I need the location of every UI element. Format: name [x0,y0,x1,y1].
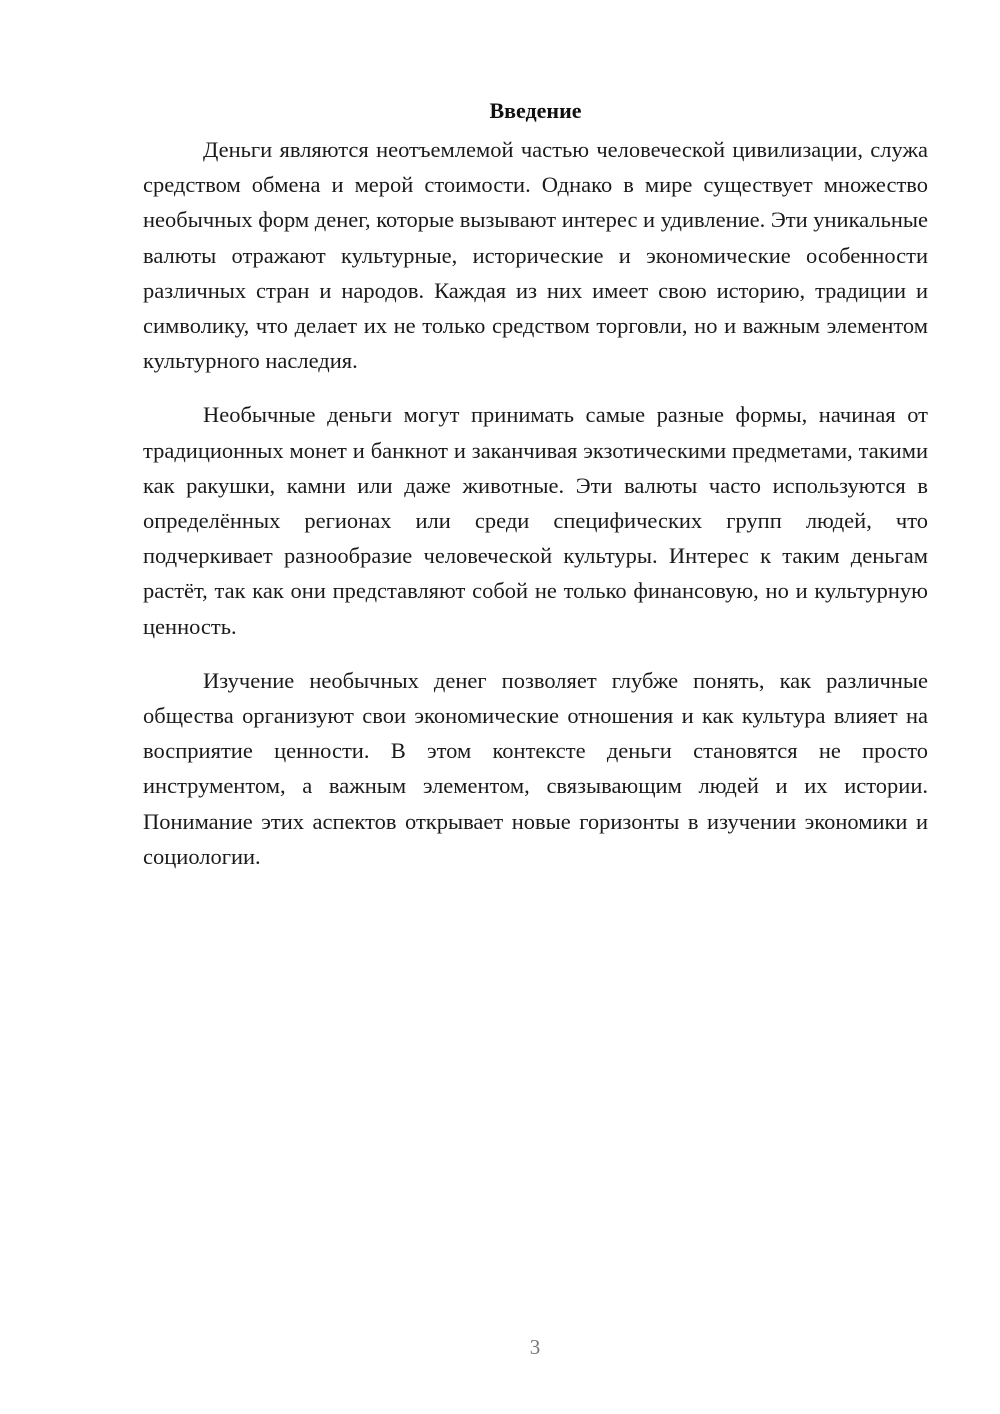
paragraph-2: Необычные деньги могут принимать самые разные формы, начиная от традиционных монет и банкнот и заканчивая экзотическими предметами, такими как ракушки, камни или даже животные. Эти валюты часто используются в определённых регионах или среди специфических групп людей, что подчеркивает разнообразие человеческой культуры. Интерес к таким деньгам растёт, так как они представляют собой не только финансовую, но и культурную ценность. [143,402,928,639]
page-title: Введение [489,98,582,123]
paragraph-1: Деньги являются неотъемлемой частью человеческой цивилизации, служа средством обмена и мерой стоимости. Однако в мире существует множество необычных форм денег, которые вызывают интерес и удивление. Эти уникальные валюты отражают культурные, исторические и экономические особенности различных стран и народов. Каждая из них имеет свою историю, традиции и символику, что делает их не только средством торговли, но и важным элементом культурного наследия. [143,137,928,374]
paragraph-3: Изучение необычных денег позволяет глубже понять, как различные общества организуют свои экономические отношения и как культура влияет на восприятие ценности. В этом контексте деньги становятся не просто инструментом, а важным элементом, связывающим людей и их истории. Понимание этих аспектов открывает новые горизонты в изучении экономики и социологии. [143,667,928,869]
page-number: 3 [529,1335,541,1359]
page-content [143,96,928,893]
